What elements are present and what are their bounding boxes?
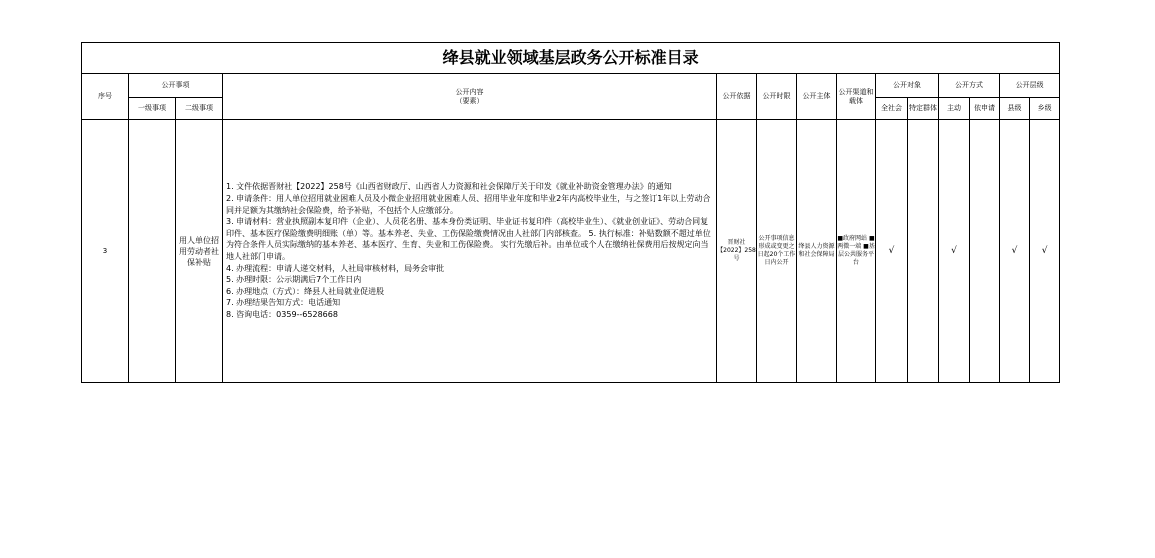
table-row bbox=[82, 120, 1060, 383]
catalog-sheet bbox=[81, 42, 1059, 383]
cell-level2: 用人单位招用劳动者社保补贴 bbox=[176, 120, 223, 383]
header-method-apply: 依申请 bbox=[970, 98, 1000, 120]
header-channel: 公开渠道和载体 bbox=[837, 74, 876, 120]
header-level-county: 县级 bbox=[1000, 98, 1030, 120]
cell-target-all: √ bbox=[876, 120, 908, 383]
cell-time-limit: 公开事项信息形成或变更之日起20个工作日内公开 bbox=[757, 120, 797, 383]
cell-method-active: √ bbox=[939, 120, 970, 383]
header-content-label: 公开内容 bbox=[455, 87, 484, 96]
cell-level-township: √ bbox=[1030, 120, 1060, 383]
header-target-specific: 特定群体 bbox=[908, 98, 939, 120]
cell-channel: ■政府网站 ■两微一端 ■基层公共服务平台 bbox=[837, 120, 876, 383]
header-public-item: 公开事项 bbox=[129, 74, 223, 98]
header-level: 公开层级 bbox=[1000, 74, 1060, 98]
cell-level-county: √ bbox=[1000, 120, 1030, 383]
content-line-4: 4. 办理流程：申请人递交材料，人社局审核材料，局务会审批 bbox=[226, 263, 445, 273]
header-basis: 公开依据 bbox=[717, 74, 757, 120]
content-line-3: 3. 申请材料：营业执照副本复印件（企业）、人员花名册、基本身份类证明、毕业证书复印件（高校毕业生）、《就业创业证》、劳动合同复印件、基本医疗保险缴费明细账（单）等。基本养老、失业、工伤保险缴费情况由人社部门内部核查。 5. 执行标准：补贴数额不超过单位为符合条件人员实际缴纳的基本养老、基本医疗、生育、失业和工伤保险费。 实行先缴后补。由单位或个人在缴纳社保费用后按规定向当地人社部门申请。 bbox=[226, 217, 711, 261]
content-line-7: 7. 办理结果告知方式：电话通知 bbox=[226, 298, 341, 308]
header-method: 公开方式 bbox=[939, 74, 1000, 98]
cell-level1 bbox=[129, 120, 176, 383]
header-subject: 公开主体 bbox=[797, 74, 837, 120]
header-level2: 二级事项 bbox=[176, 98, 223, 120]
content-line-8: 8. 咨询电话：0359--6528668 bbox=[226, 309, 338, 319]
cell-seq: 3 bbox=[82, 120, 129, 383]
cell-subject: 绛县人力资源和社会保障局 bbox=[797, 120, 837, 383]
catalog-table bbox=[81, 42, 1060, 383]
header-level-township: 乡级 bbox=[1030, 98, 1060, 120]
content-line-6: 6. 办理地点（方式）：绛县人社局就业促进股 bbox=[226, 286, 385, 296]
content-line-1: 1. 文件依据晋财社【2022】258号《山西省财政厅、山西省人力资源和社会保障厅关于印发《就业补助资金管理办法》的通知 bbox=[226, 182, 672, 192]
header-method-active: 主动 bbox=[939, 98, 970, 120]
cell-content bbox=[223, 120, 717, 383]
cell-method-apply bbox=[970, 120, 1000, 383]
header-target: 公开对象 bbox=[876, 74, 939, 98]
cell-basis: 晋财社【2022】258号 bbox=[717, 120, 757, 383]
cell-target-specific bbox=[908, 120, 939, 383]
header-target-all: 全社会 bbox=[876, 98, 908, 120]
content-line-5: 5. 办理时限：公示期满后7个工作日内 bbox=[226, 275, 362, 285]
header-content-sub: （要素） bbox=[455, 96, 484, 105]
header-content bbox=[223, 74, 717, 120]
content-line-2: 2. 申请条件：用人单位招用就业困难人员及小微企业招用就业困难人员、招用毕业年度和毕业2年内高校毕业生，与之签订1年以上劳动合同并足额为其缴纳社会保险费，给予补贴，不包括个人应缴部分。 bbox=[226, 194, 711, 215]
page-title: 绛县就业领域基层政务公开标准目录 bbox=[82, 43, 1060, 74]
header-time-limit: 公开时限 bbox=[757, 74, 797, 120]
header-seq: 序号 bbox=[82, 74, 129, 120]
header-level1: 一级事项 bbox=[129, 98, 176, 120]
